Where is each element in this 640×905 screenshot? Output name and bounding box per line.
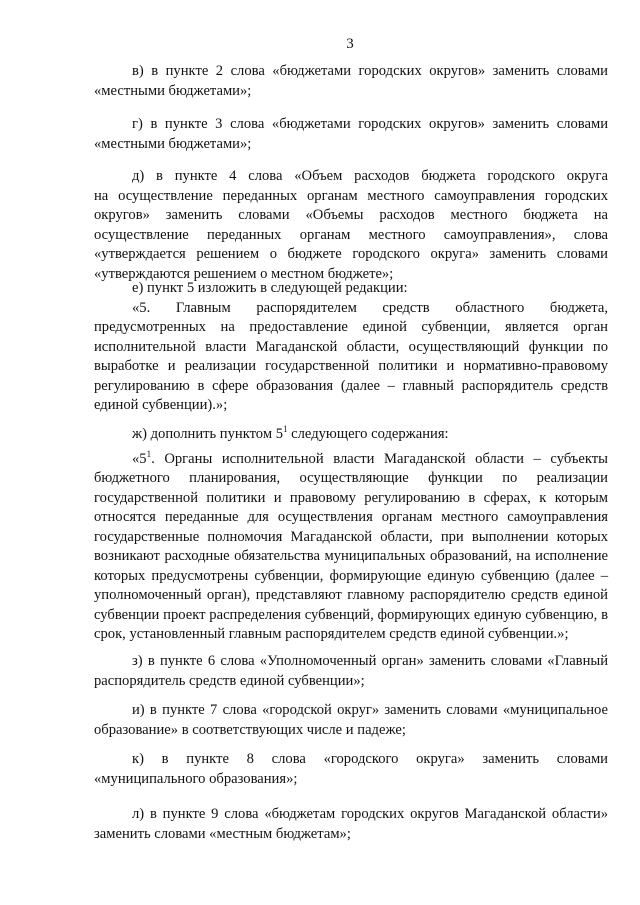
superscript-1-quote: 1 [146,448,152,459]
paragraph-z-rest: распорядитель средств единой субвенции»; [94,672,365,689]
paragraph-l-first-line: л) в пункте 9 слова «бюджетам городских округов Магаданской области» [132,806,608,822]
paragraph-k-first-line: к) в пункте 8 слова «городского округа» заменить словами [132,751,608,767]
paragraph-i [94,701,608,740]
paragraph-i-first-line: и) в пункте 7 слова «городской округ» заменить словами «муниципальное [132,702,608,718]
paragraph-v-rest: «местными бюджетами»; [94,82,252,99]
paragraph-v-first-line: в) в пункте 2 слова «бюджетами городских округов» заменить словами [132,63,608,79]
paragraph-zh-intro-tail: следующего содержания: [287,426,449,442]
paragraph-zh-intro-text: ж) дополнить пунктом 5 [132,426,284,442]
paragraph-e-quote-rest: предусмотренных на предоставление единой субвенции, является орган исполнительной власти Магаданской области, осуществляющий функции по выработке и реализации государственной политики и нормативно-правовому регулированию в сфере образования (далее – главный распорядитель средств единой субвенции).»; [94,319,608,413]
paragraph-i-rest: образование» в соответствующих числе и падеже; [94,721,406,738]
paragraph-l [94,805,608,844]
paragraph-zh-quote-first-text: . Органы исполнительной власти Магаданской области – субъекты [151,450,608,467]
paragraph-zh-intro [94,420,608,445]
paragraph-g-rest: «местными бюджетами»; [94,135,252,152]
paragraph-g [94,115,608,154]
superscript-1: 1 [283,424,288,434]
paragraph-e-quote-first-line: «5. Главным распорядителем средств областного бюджета, [132,299,608,316]
paragraph-zh-quote-number: «5 [132,450,147,467]
paragraph-e [94,279,608,416]
page-number: 3 [346,36,354,52]
paragraph-z [94,652,608,691]
paragraph-k [94,750,608,789]
paragraph-d-rest: на осуществление переданных органам местного самоуправления городских округов» заменить словами «Объемы расходов местного бюджета на осуществление переданных органам местного самоуправления», слова «утверждается решением о бюджете городского округа» заменить словами «утверждаются решением о местном бюджете»; [94,187,608,282]
paragraph-g-first-line: г) в пункте 3 слова «бюджетами городских округов» заменить словами [132,116,608,132]
paragraph-zh-quote-first-line [94,445,608,470]
paragraph-k-rest: «муниципального образования»; [94,770,298,787]
paragraph-zh-quote-rest: бюджетного планирования, осуществляющие функции по реализации государственной политики и правовому регулированию в сферах, к которым относятся переданные для осуществления органам местного самоуправления государственные полномочия Магаданской области, при выполнении которых возникают расходные обязательства муниципальных образований, на исполнение которых предусмотрены субвенции, формирующие единую субвенцию (далее – уполномоченный орган), представляют главному распорядителю средств единой субвенции проект распределения субвенций, формирующих единую субвенцию, в срок, установленный главным распорядителем средств единой субвенции.»; [94,470,608,642]
paragraph-l-rest: заменить словами «местным бюджетам»; [94,825,351,842]
paragraph-v [94,62,608,101]
paragraph-e-intro: е) пункт 5 изложить в следующей редакции: [132,280,408,296]
paragraph-z-first-line: з) в пункте 6 слова «Уполномоченный орган» заменить словами «Главный [132,653,608,669]
paragraph-d [94,167,608,284]
paragraph-zh [94,420,608,645]
paragraph-d-first-line: д) в пункте 4 слова «Объем расходов бюджета городского округа [132,168,608,184]
